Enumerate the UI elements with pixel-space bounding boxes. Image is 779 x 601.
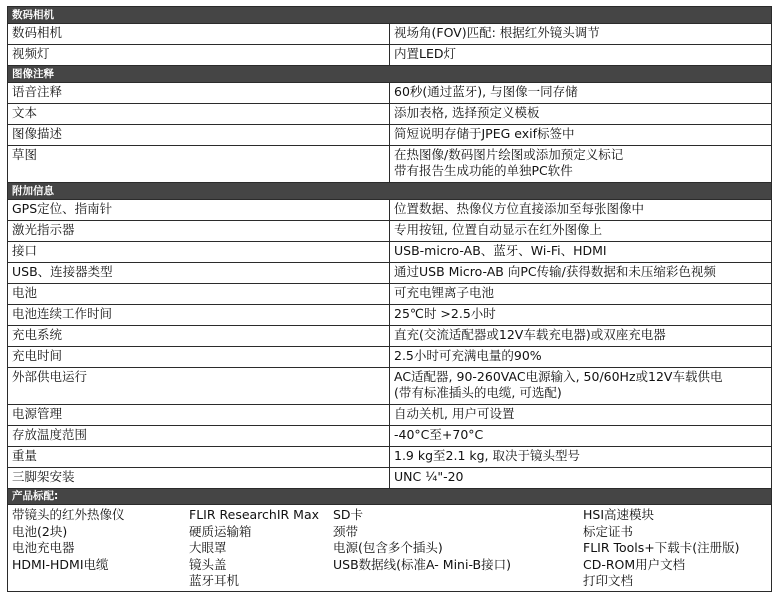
spec-row [8,405,772,426]
spec-value: 专用按钮, 位置自动显示在红外图像上 [390,221,772,242]
spec-value: UNC ¼"-20 [390,468,772,489]
spec-label: 存放温度范围 [8,426,390,447]
spec-value: 25℃时 >2.5小时 [390,305,772,326]
spec-label: 电池连续工作时间 [8,305,390,326]
spec-label: 接口 [8,242,390,263]
package-column [189,507,319,590]
spec-label: 重量 [8,447,390,468]
spec-row [8,200,772,221]
spec-label: 图像描述 [8,125,390,146]
package-item: 带镜头的红外热像仪 [12,507,125,522]
spec-value: 1.9 kg至2.1 kg, 取决于镜头型号 [390,447,772,468]
spec-label: 三脚架安装 [8,468,390,489]
package-item: USB数据线(标准A- Mini-B接口) [333,556,511,572]
section-title: 数码相机 [8,7,772,24]
package-column [12,507,125,573]
spec-value: 内置LED灯 [390,45,772,66]
spec-row [8,284,772,305]
spec-row [8,221,772,242]
package-item: HDMI-HDMI电缆 [12,556,109,572]
package-column [583,507,740,590]
package-item: HSI高速模块 [583,507,655,522]
spec-row [8,125,772,146]
spec-value: USB-micro-AB、蓝牙、Wi-Fi、HDMI [390,242,772,263]
package-item: 标定证书 [583,523,634,539]
spec-value: 简短说明存储于JPEG exif标签中 [390,125,772,146]
spec-value: 直充(交流适配器或12V车载充电器)或双座充电器 [390,326,772,347]
spec-label: 文本 [8,104,390,125]
package-item: 电池(2块) [12,523,68,539]
package-item: 打印文档 [583,573,634,588]
package-item: 颈带 [333,523,359,539]
spec-label: 语音注释 [8,83,390,104]
spec-sheet [7,6,772,592]
spec-row [8,326,772,347]
spec-row [8,242,772,263]
section-title: 附加信息 [8,183,772,200]
spec-value: 添加表格, 选择预定义模板 [390,104,772,125]
spec-label: USB、连接器类型 [8,263,390,284]
package-item: SD卡 [333,507,364,522]
spec-row [8,426,772,447]
spec-row [8,368,772,405]
spec-row [8,146,772,183]
spec-value: -40°C至+70°C [390,426,772,447]
spec-label: 充电系统 [8,326,390,347]
spec-row [8,24,772,45]
spec-label: 充电时间 [8,347,390,368]
spec-label: 数码相机 [8,24,390,45]
spec-label: GPS定位、指南针 [8,200,390,221]
spec-value: 视场角(FOV)匹配: 根据红外镜头调节 [390,24,772,45]
package-item: 蓝牙耳机 [189,573,240,588]
section-title: 图像注释 [8,66,772,83]
package-list [7,505,772,592]
spec-value: 位置数据、热像仪方位直接添加至每张图像中 [390,200,772,221]
spec-value-line: 带有报告生成功能的单独PC软件 [394,163,573,178]
package-title: 产品标配: [7,489,772,505]
package-item: 镜头盖 [189,556,227,572]
package-item: 硬质运输箱 [189,523,252,539]
spec-label: 草图 [8,146,390,183]
spec-value-line: (带有标准插头的电缆, 可选配) [394,385,562,400]
package-item: 电池充电器 [12,540,75,555]
spec-value-line: AC适配器, 90-260VAC电源输入, 50/60Hz或12V车载供电 [394,369,723,384]
spec-label: 电源管理 [8,405,390,426]
section-header-image-annotation [8,66,772,83]
spec-table [7,6,772,489]
spec-row [8,83,772,104]
section-header-additional-info [8,183,772,200]
spec-value: 可充电锂离子电池 [390,284,772,305]
package-item: FLIR ResearchIR Max [189,507,320,522]
package-item: CD-ROM用户文档 [583,556,686,572]
spec-value-line: 在热图像/数码图片绘图或添加预定义标记 [394,147,624,162]
package-item: 大眼罩 [189,540,227,555]
spec-value: 60秒(通过蓝牙), 与图像一同存储 [390,83,772,104]
spec-row [8,447,772,468]
package-item: FLIR Tools+下载卡(注册版) [583,540,740,555]
spec-row [8,263,772,284]
spec-label: 外部供电运行 [8,368,390,405]
spec-row [8,347,772,368]
spec-row [8,45,772,66]
spec-value [390,146,772,183]
spec-row [8,305,772,326]
spec-row [8,104,772,125]
package-column [333,507,511,573]
spec-value: 2.5小时可充满电量的90% [390,347,772,368]
spec-value: 自动关机, 用户可设置 [390,405,772,426]
spec-row [8,468,772,489]
package-contents [7,489,772,592]
spec-label: 电池 [8,284,390,305]
spec-value [390,368,772,405]
section-header-digital-camera [8,7,772,24]
spec-label: 视频灯 [8,45,390,66]
spec-label: 激光指示器 [8,221,390,242]
spec-value: 通过USB Micro-AB 向PC传输/获得数据和未压缩彩色视频 [390,263,772,284]
package-item: 电源(包含多个插头) [333,540,443,555]
